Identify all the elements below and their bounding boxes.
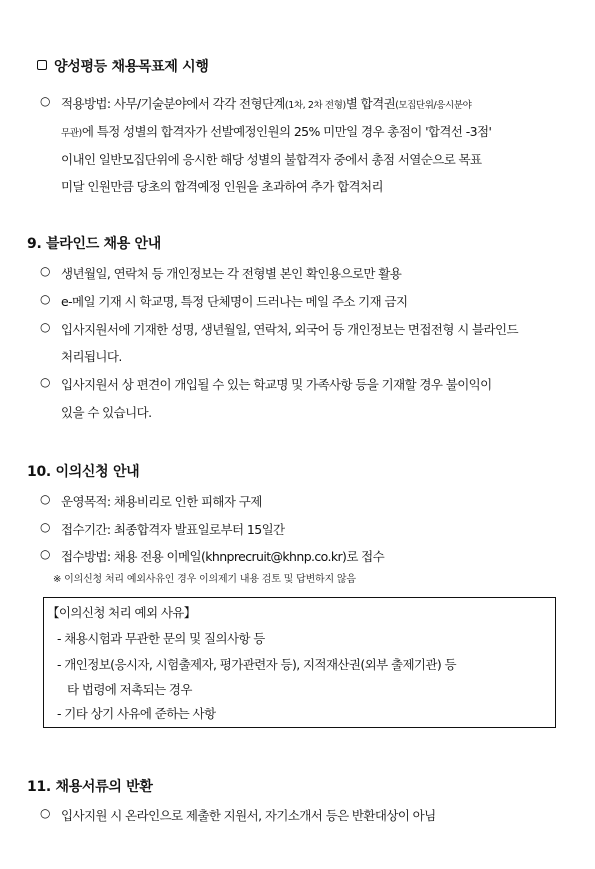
objection-section-title: 10. 이의신청 안내 (27, 464, 140, 480)
gender-line-1-small-b: (모집단위/응시분야 (395, 100, 472, 111)
gender-line-4: 미달 인원만큼 당초의 합격예정 인원을 초과하여 추가 합격처리 (61, 179, 383, 194)
bullet-icon: ○ (40, 806, 51, 820)
return-section-title: 11. 채용서류의 반환 (27, 779, 153, 795)
objection-note: ※ 이의신청 처리 예외사유인 경우 이의제기 내용 검토 및 답변하지 않음 (53, 574, 356, 585)
blind-item-4: 입사지원서 상 편견이 개입될 수 있는 학교명 및 가족사항 등을 기재할 경우 불이익이 (61, 377, 492, 392)
blind-item-4-cont: 있을 수 있습니다. (61, 405, 152, 420)
exception-box-title: 【이의신청 처리 예외 사유】 (47, 605, 196, 620)
gender-line-1-text-b: 별 합격권 (345, 96, 396, 111)
exception-line-1: - 채용시험과 무관한 문의 및 질의사항 등 (57, 631, 265, 646)
return-item-1: 입사지원 시 온라인으로 제출한 지원서, 자기소개서 등은 반환대상이 아님 (61, 808, 436, 823)
bullet-icon: ○ (40, 264, 51, 278)
bullet-icon: ○ (40, 94, 51, 108)
exception-line-2: - 개인정보(응시자, 시험출제자, 평가관련자 등), 지적재산권(외부 출제기관) 등 (57, 657, 457, 672)
bullet-icon: ○ (40, 520, 51, 534)
exception-line-3: 타 법령에 저촉되는 경우 (67, 682, 192, 697)
checkbox-icon (37, 60, 47, 70)
blind-item-1: 생년월일, 연락처 등 개인정보는 각 전형별 본인 확인용으로만 활용 (61, 266, 402, 281)
bullet-icon: ○ (40, 292, 51, 306)
bullet-icon: ○ (40, 492, 51, 506)
exception-line-4: - 기타 상기 사유에 준하는 사항 (57, 706, 216, 721)
blind-item-3-cont: 처리됩니다. (61, 349, 122, 364)
objection-item-2: 접수기간: 최종합격자 발표일로부터 15일간 (61, 522, 285, 537)
gender-line-1-small-a: (1차, 2차 전형) (284, 100, 346, 111)
gender-line-1 (61, 94, 471, 112)
blind-section-title: 9. 블라인드 채용 안내 (27, 236, 161, 252)
blind-item-3: 입사지원서에 기재한 성명, 생년월일, 연락처, 외국어 등 개인정보는 면접전형 시 블라인드 (61, 322, 518, 337)
objection-item-3: 접수방법: 채용 전용 이메일(khnprecruit@khnp.co.kr)로 접수 (61, 549, 385, 564)
gender-section-title: 양성평등 채용목표제 시행 (54, 59, 209, 75)
gender-line-3: 이내인 일반모집단위에 응시한 해당 성별의 불합격자 중에서 총점 서열순으로 목표 (61, 152, 482, 167)
gender-line-1-text: 적용방법: 사무/기술분야에서 각각 전형단계 (61, 96, 285, 111)
bullet-icon: ○ (40, 320, 51, 334)
blind-item-2: e-메일 기재 시 학교명, 특정 단체명이 드러나는 메일 주소 기재 금지 (61, 294, 408, 309)
gender-line-2 (61, 122, 491, 140)
gender-line-2-text: 에 특정 성별의 합격자가 선발예정인원의 25% 미만일 경우 총점이 '합격선 -3점' (81, 124, 492, 139)
gender-line-2-small: 무관) (61, 128, 82, 139)
objection-item-1: 운영목적: 채용비리로 인한 피해자 구제 (61, 494, 262, 509)
bullet-icon: ○ (40, 375, 51, 389)
bullet-icon: ○ (40, 547, 51, 561)
